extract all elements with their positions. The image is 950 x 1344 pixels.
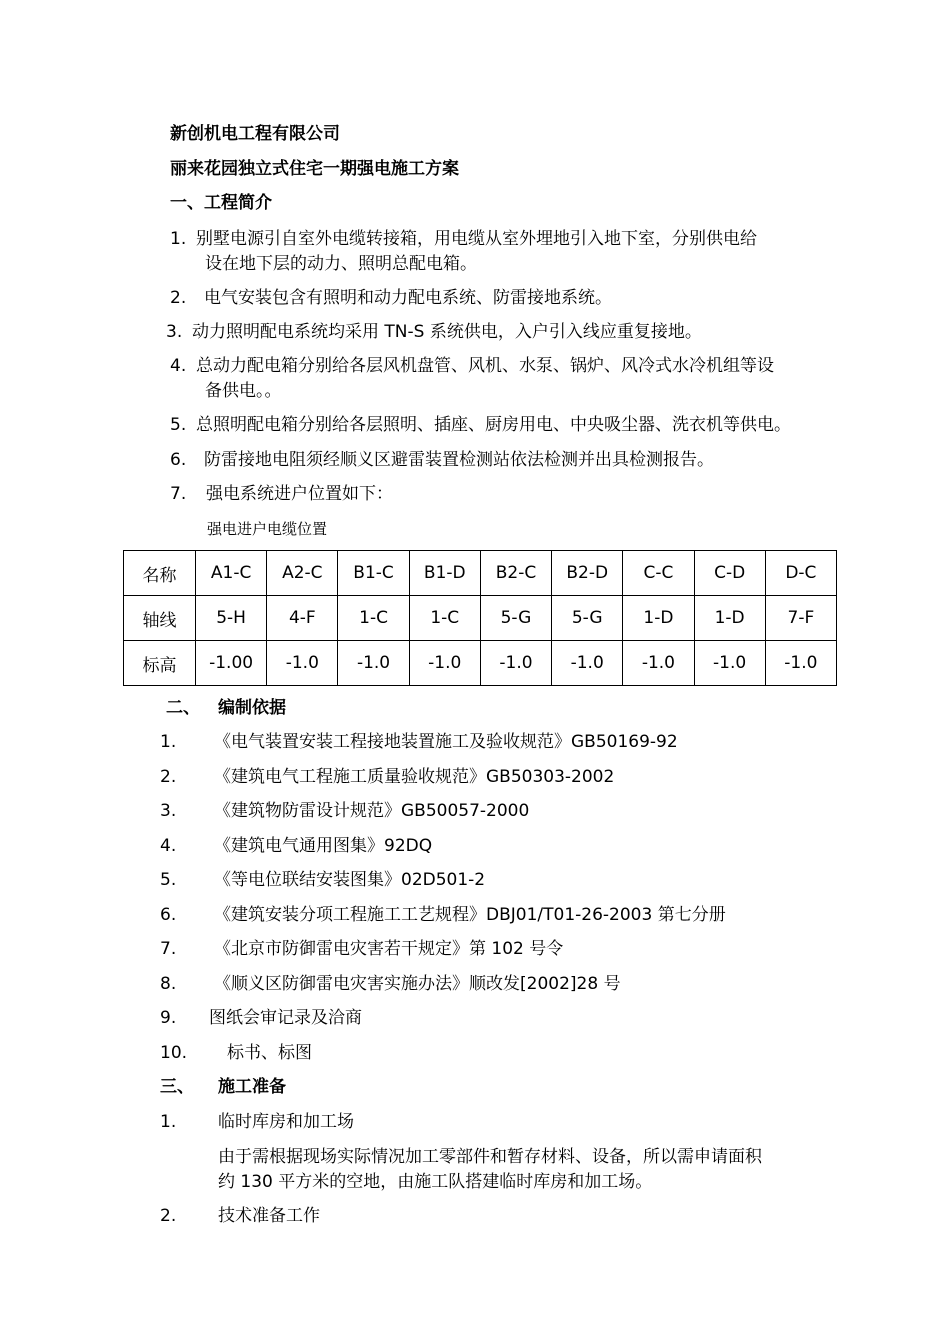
s2-item7-text: 《北京市防御雷电灾害若干规定》第 102 号令: [214, 939, 564, 959]
table-cell: 5-G: [480, 596, 551, 641]
table-cell: 5-H: [196, 596, 267, 641]
s2-item1-num: 1.: [160, 732, 177, 752]
row-label-elevation: 标高: [124, 641, 196, 686]
s1-item4-text: 总动力配电箱分别给各层风机盘管、风机、水泵、锅炉、风冷式水冷机组等设: [196, 356, 774, 376]
s2-item6-num: 6.: [160, 905, 177, 925]
s2-item3-num: 3.: [160, 801, 177, 821]
s1-item4-cont: 备供电。。: [205, 381, 282, 401]
table-cell: A1-C: [196, 551, 267, 596]
s1-item7-text: 强电系统进户位置如下：: [206, 484, 393, 504]
s2-item10-num: 10.: [160, 1043, 188, 1063]
table-cell: -1.0: [338, 641, 409, 686]
table-cell: 7-F: [765, 596, 836, 641]
table-cell: -1.00: [196, 641, 267, 686]
table-cell: -1.0: [409, 641, 480, 686]
s2-item3-text: 《建筑物防雷设计规范》GB50057-2000: [214, 801, 530, 821]
table-cell: -1.0: [480, 641, 551, 686]
section2-number: 二、: [166, 698, 200, 718]
s1-item3-num: 3.: [166, 322, 183, 342]
s3-item2-text: 技术准备工作: [218, 1206, 320, 1226]
row-label-name: 名称: [124, 551, 196, 596]
s1-item1-cont: 设在地下层的动力、照明总配电箱。: [205, 254, 477, 274]
s2-item9-num: 9.: [160, 1008, 177, 1028]
s2-item10-text: 标书、标图: [227, 1043, 312, 1063]
table-cell: C-C: [623, 551, 694, 596]
table-cell: -1.0: [694, 641, 765, 686]
s2-item4-text: 《建筑电气通用图集》92DQ: [214, 836, 433, 856]
table-cell: B2-C: [480, 551, 551, 596]
s2-item9-text: 图纸会审记录及洽商: [209, 1008, 362, 1028]
s1-item1-num: 1.: [170, 229, 187, 249]
table-row: [124, 641, 837, 686]
s2-item2-num: 2.: [160, 767, 177, 787]
s2-item8-num: 8.: [160, 974, 177, 994]
s2-item8-text: 《顺义区防御雷电灾害实施办法》顺改发[2002]28 号: [214, 974, 621, 994]
s2-item1-text: 《电气装置安装工程接地装置施工及验收规范》GB50169-92: [214, 732, 678, 752]
section1-heading: 一、工程简介: [170, 193, 272, 213]
table-cell: 4-F: [267, 596, 338, 641]
s3-item2-num: 2.: [160, 1206, 177, 1226]
s3-item1-text: 临时库房和加工场: [218, 1112, 354, 1132]
s1-item6-num: 6.: [170, 450, 187, 470]
s1-item3-text: 动力照明配电系统均采用 TN-S 系统供电，入户引入线应重复接地。: [192, 322, 702, 342]
table-cell: 5-G: [552, 596, 623, 641]
section2-heading: 编制依据: [218, 698, 286, 718]
s1-item5-num: 5.: [170, 415, 187, 435]
s3-item1-body-line2: 约 130 平方米的空地，由施工队搭建临时库房和加工场。: [218, 1172, 653, 1192]
table-cell: 1-D: [694, 596, 765, 641]
document-title: 丽来花园独立式住宅一期强电施工方案: [170, 159, 459, 179]
table-caption: 强电进户电缆位置: [207, 520, 328, 538]
s2-item4-num: 4.: [160, 836, 177, 856]
company-name: 新创机电工程有限公司: [170, 124, 340, 144]
s1-item4-num: 4.: [170, 356, 187, 376]
section3-number: 三、: [160, 1077, 194, 1097]
table-cell: B2-D: [552, 551, 623, 596]
table-cell: A2-C: [267, 551, 338, 596]
s1-item2-text: 电气安装包含有照明和动力配电系统、防雷接地系统。: [204, 288, 612, 308]
table-cell: -1.0: [552, 641, 623, 686]
table-cell: 1-D: [623, 596, 694, 641]
section3-heading: 施工准备: [218, 1077, 286, 1097]
table-cell: -1.0: [267, 641, 338, 686]
table-cell: C-D: [694, 551, 765, 596]
s1-item2-num: 2.: [170, 288, 187, 308]
s1-item1-text: 别墅电源引自室外电缆转接箱，用电缆从室外埋地引入地下室，分别供电给: [196, 229, 757, 249]
s1-item5-text: 总照明配电箱分别给各层照明、插座、厨房用电、中央吸尘器、洗衣机等供电。: [196, 415, 791, 435]
s1-item6-text: 防雷接地电阻须经顺义区避雷装置检测站依法检测并出具检测报告。: [204, 450, 714, 470]
table-cell: 1-C: [409, 596, 480, 641]
s2-item5-num: 5.: [160, 870, 177, 890]
row-label-axis: 轴线: [124, 596, 196, 641]
table-cell: B1-C: [338, 551, 409, 596]
cable-entry-table: [123, 550, 837, 686]
table-cell: -1.0: [623, 641, 694, 686]
s2-item7-num: 7.: [160, 939, 177, 959]
table-cell: B1-D: [409, 551, 480, 596]
table-row: [124, 551, 837, 596]
s2-item5-text: 《等电位联结安装图集》02D501-2: [214, 870, 486, 890]
s3-item1-num: 1.: [160, 1112, 177, 1132]
s2-item2-text: 《建筑电气工程施工质量验收规范》GB50303-2002: [214, 767, 615, 787]
s2-item6-text: 《建筑安装分项工程施工工艺规程》DBJ01/T01-26-2003 第七分册: [214, 905, 726, 925]
s1-item7-num: 7.: [170, 484, 187, 504]
table-row: [124, 596, 837, 641]
s3-item1-body-line1: 由于需根据现场实际情况加工零部件和暂存材料、设备，所以需申请面积: [218, 1147, 762, 1167]
table-cell: -1.0: [765, 641, 836, 686]
table-cell: D-C: [765, 551, 836, 596]
table-cell: 1-C: [338, 596, 409, 641]
